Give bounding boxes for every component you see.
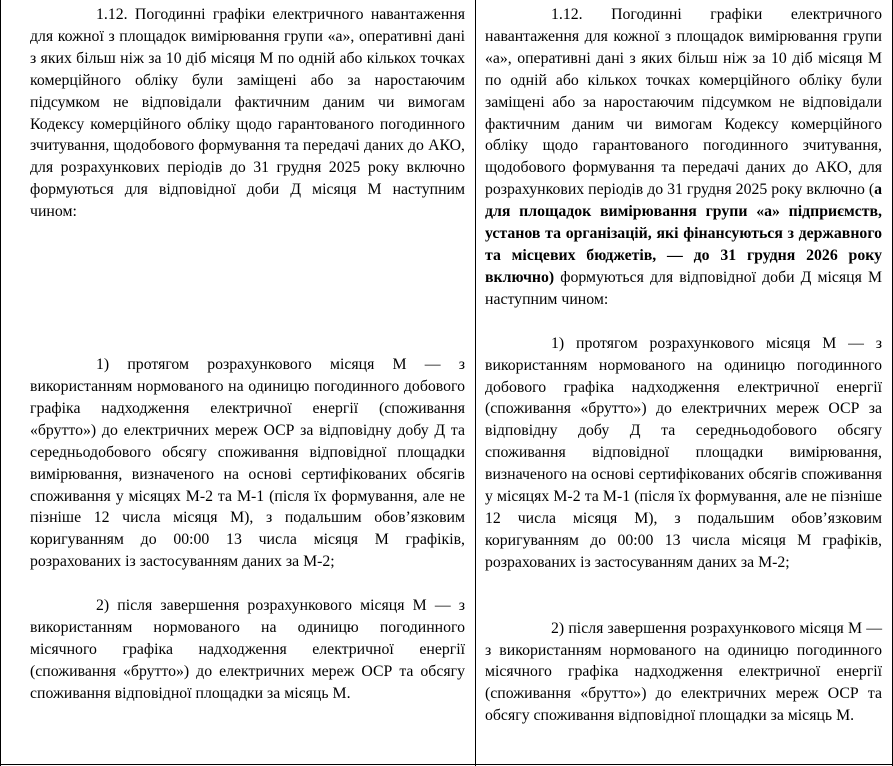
right-paragraph-1-bold-insert: а для площадок вимірювання групи «а» підприємств, установ та організацій, які фінансуються з державного та місцевих бюджетів, — до 31 грудня 2026 року включно) [485, 181, 882, 286]
table-bottom-border [0, 764, 893, 765]
left-paragraph-3: 2) після завершення розрахункового місяця М — з використанням нормованого на одиницю погодинного місячного графіка надходження електричної енергії (споживання «брутто») до електричних мереж ОСР та обсягу споживання відповідної площадки за місяць М. [30, 597, 465, 702]
spacer [485, 574, 882, 618]
right-paragraph-1-end: формуються для відповідної доби Д місяця М наступним чином: [485, 268, 882, 308]
right-column-proposed-text [475, 0, 893, 766]
spacer [485, 311, 882, 333]
right-paragraph-1-start: 1.12. Погодинні графіки електричного навантаження для кожної з площадок вимірювання групи «а», оперативні дані з яких більш ніж за 10 діб місяця М по одній або кількох точках комерційного обліку були заміщені або за наростаючим підсумком не відповідали фактичним даним чи вимогам Кодексу комерційного обліку щодо гарантованого погодинного зчитування, щодобового формування та передачі даних до АКО, для розрахункових періодів до 31 грудня 2025 року включно ( [485, 6, 882, 199]
right-paragraph-3: 2) після завершення розрахункового місяця М — з використанням нормованого на одиницю погодинного місячного графіка надходження електричної енергії (споживання «брутто») до електричних мереж ОСР та обсягу споживання відповідної площадки за місяць М. [485, 619, 882, 725]
spacer [30, 223, 465, 354]
spacer [30, 573, 465, 595]
left-paragraph-2: 1) протягом розрахункового місяця М — з використанням нормованого на одиницю погодинного добового графіка надходження електричної енергії (споживання «брутто») до електричних мереж ОСР за відповідну добу Д та середньодобового обсягу споживання відповідної площадки вимірювання, визначеного на основі сертифікованих обсягів споживання у місяцях М-2 та М-1 (після їх формування, але не пізніше 12 числа місяця М), з подальшим обов’язковим коригуванням до 00:00 13 числа місяця М графіків, розрахованих із застосуванням даних за М-2; [30, 356, 465, 571]
right-paragraph-1 [485, 4, 882, 311]
left-paragraph-1: 1.12. Погодинні графіки електричного навантаження для кожної з площадок вимірювання групи «а», оперативні дані з яких більш ніж за 10 діб місяця М по одній або кількох точках комерційного обліку були заміщені або за наростаючим підсумком не відповідали фактичним даним чи вимогам Кодексу комерційного обліку щодо гарантованого погодинного зчитування, щодобового формування та передачі даних до АКО, для розрахункових періодів до 31 грудня 2025 року включно формуються для відповідної доби Д місяця М наступним чином: [30, 6, 465, 221]
right-paragraph-2: 1) протягом розрахункового місяця М — з використанням нормованого на одиницю погодинного добового графіка надходження електричної енергії (споживання «брутто») до електричних мереж ОСР за відповідну добу Д та середньодобового обсягу споживання відповідної площадки вимірювання, визначеного на основі сертифікованих обсягів споживання у місяцях М-2 та М-1 (після їх формування, але не пізніше 12 числа місяця М), з подальшим обов’язковим коригуванням до 00:00 13 числа місяця М графіків, розрахованих із застосуванням даних за М-2; [485, 334, 882, 571]
